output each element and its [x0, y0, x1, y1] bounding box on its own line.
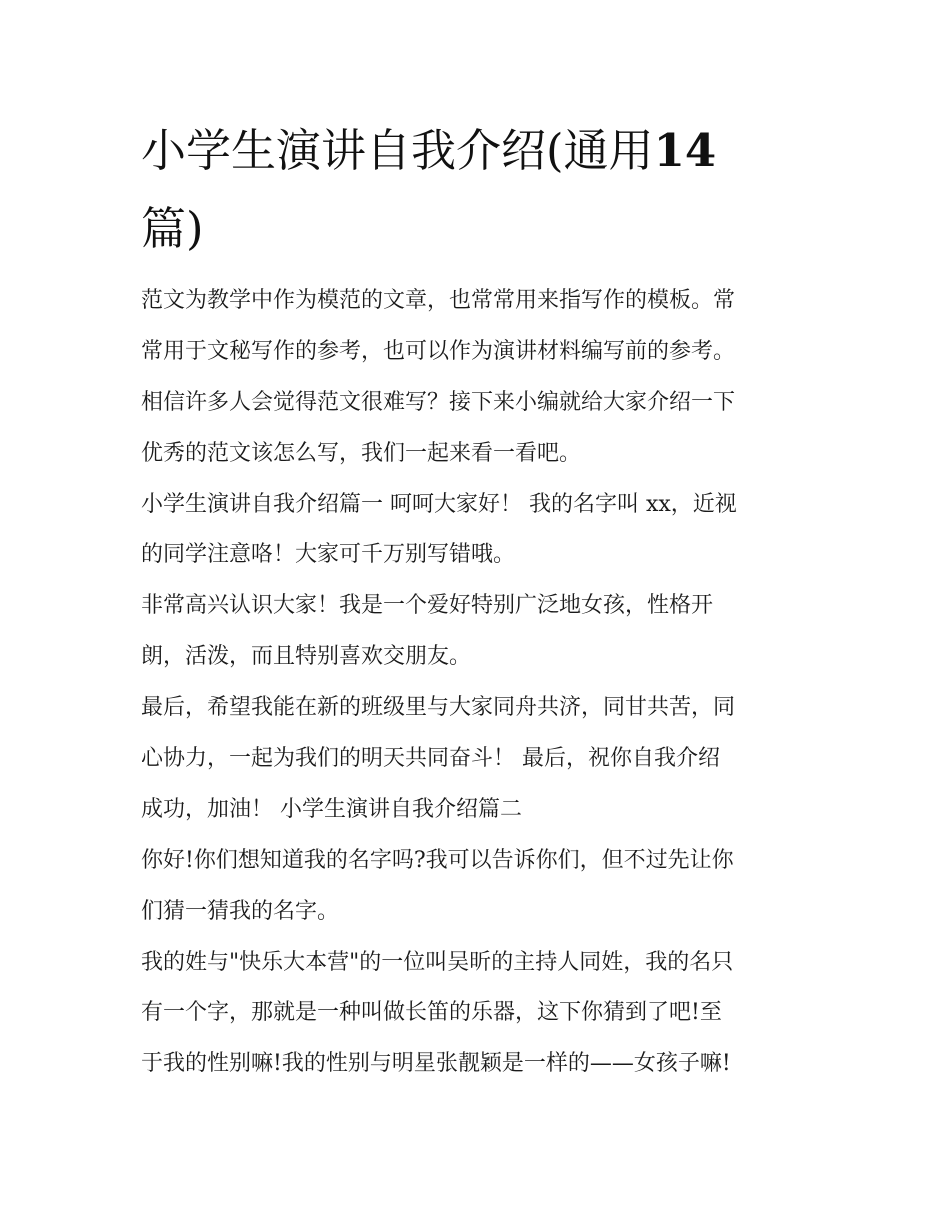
text-line: 小学生演讲自我介绍篇一 呵呵大家好！ 我的名字叫 xx，近视: [141, 491, 737, 517]
text-line: 你好!你们想知道我的名字吗?我可以告诉你们，但不过先让你: [141, 847, 734, 873]
text-line: 有一个字，那就是一种叫做长笛的乐器，这下你猜到了吧!至: [141, 1000, 722, 1026]
text-line: 相信许多人会觉得范文很难写？接下来小编就给大家介绍一下: [141, 389, 736, 415]
text-line: 非常高兴认识大家！我是一个爱好特别广泛地女孩，性格开: [141, 593, 714, 619]
text-line: 我的姓与"快乐大本营"的一位叫吴昕的主持人同姓，我的名只: [141, 949, 734, 975]
text-line: 范文为教学中作为模范的文章，也常常用来指写作的模板。常: [141, 288, 736, 313]
text-line: 的同学注意咯！大家可千万别写错哦。: [141, 542, 516, 568]
text-line: 们猜一猜我的名字。: [141, 898, 340, 924]
text-line: 最后，希望我能在新的班级里与大家同舟共济，同甘共苦，同: [141, 695, 736, 721]
title-tail: 篇): [141, 202, 204, 255]
text-line: 于我的性别嘛!我的性别与明星张靓颖是一样的——女孩子嘛!: [141, 1051, 731, 1077]
text-line: 成功，加油！ 小学生演讲自我介绍篇二: [141, 796, 522, 822]
text-line: 朗，活泼，而且特别喜欢交朋友。: [141, 644, 472, 670]
text-line: 常用于文秘写作的参考，也可以作为演讲材料编写前的参考。: [141, 338, 736, 364]
text-line: 心协力，一起为我们的明天共同奋斗！ 最后，祝你自我介绍: [141, 746, 720, 772]
document-body: [141, 276, 821, 1090]
title-number: 14: [653, 124, 717, 177]
document-title: [141, 112, 801, 268]
text-line: 优秀的范文该怎么写，我们一起来看一看吧。: [141, 440, 582, 466]
title-main: 小学生演讲自我介绍(通用: [141, 124, 654, 177]
